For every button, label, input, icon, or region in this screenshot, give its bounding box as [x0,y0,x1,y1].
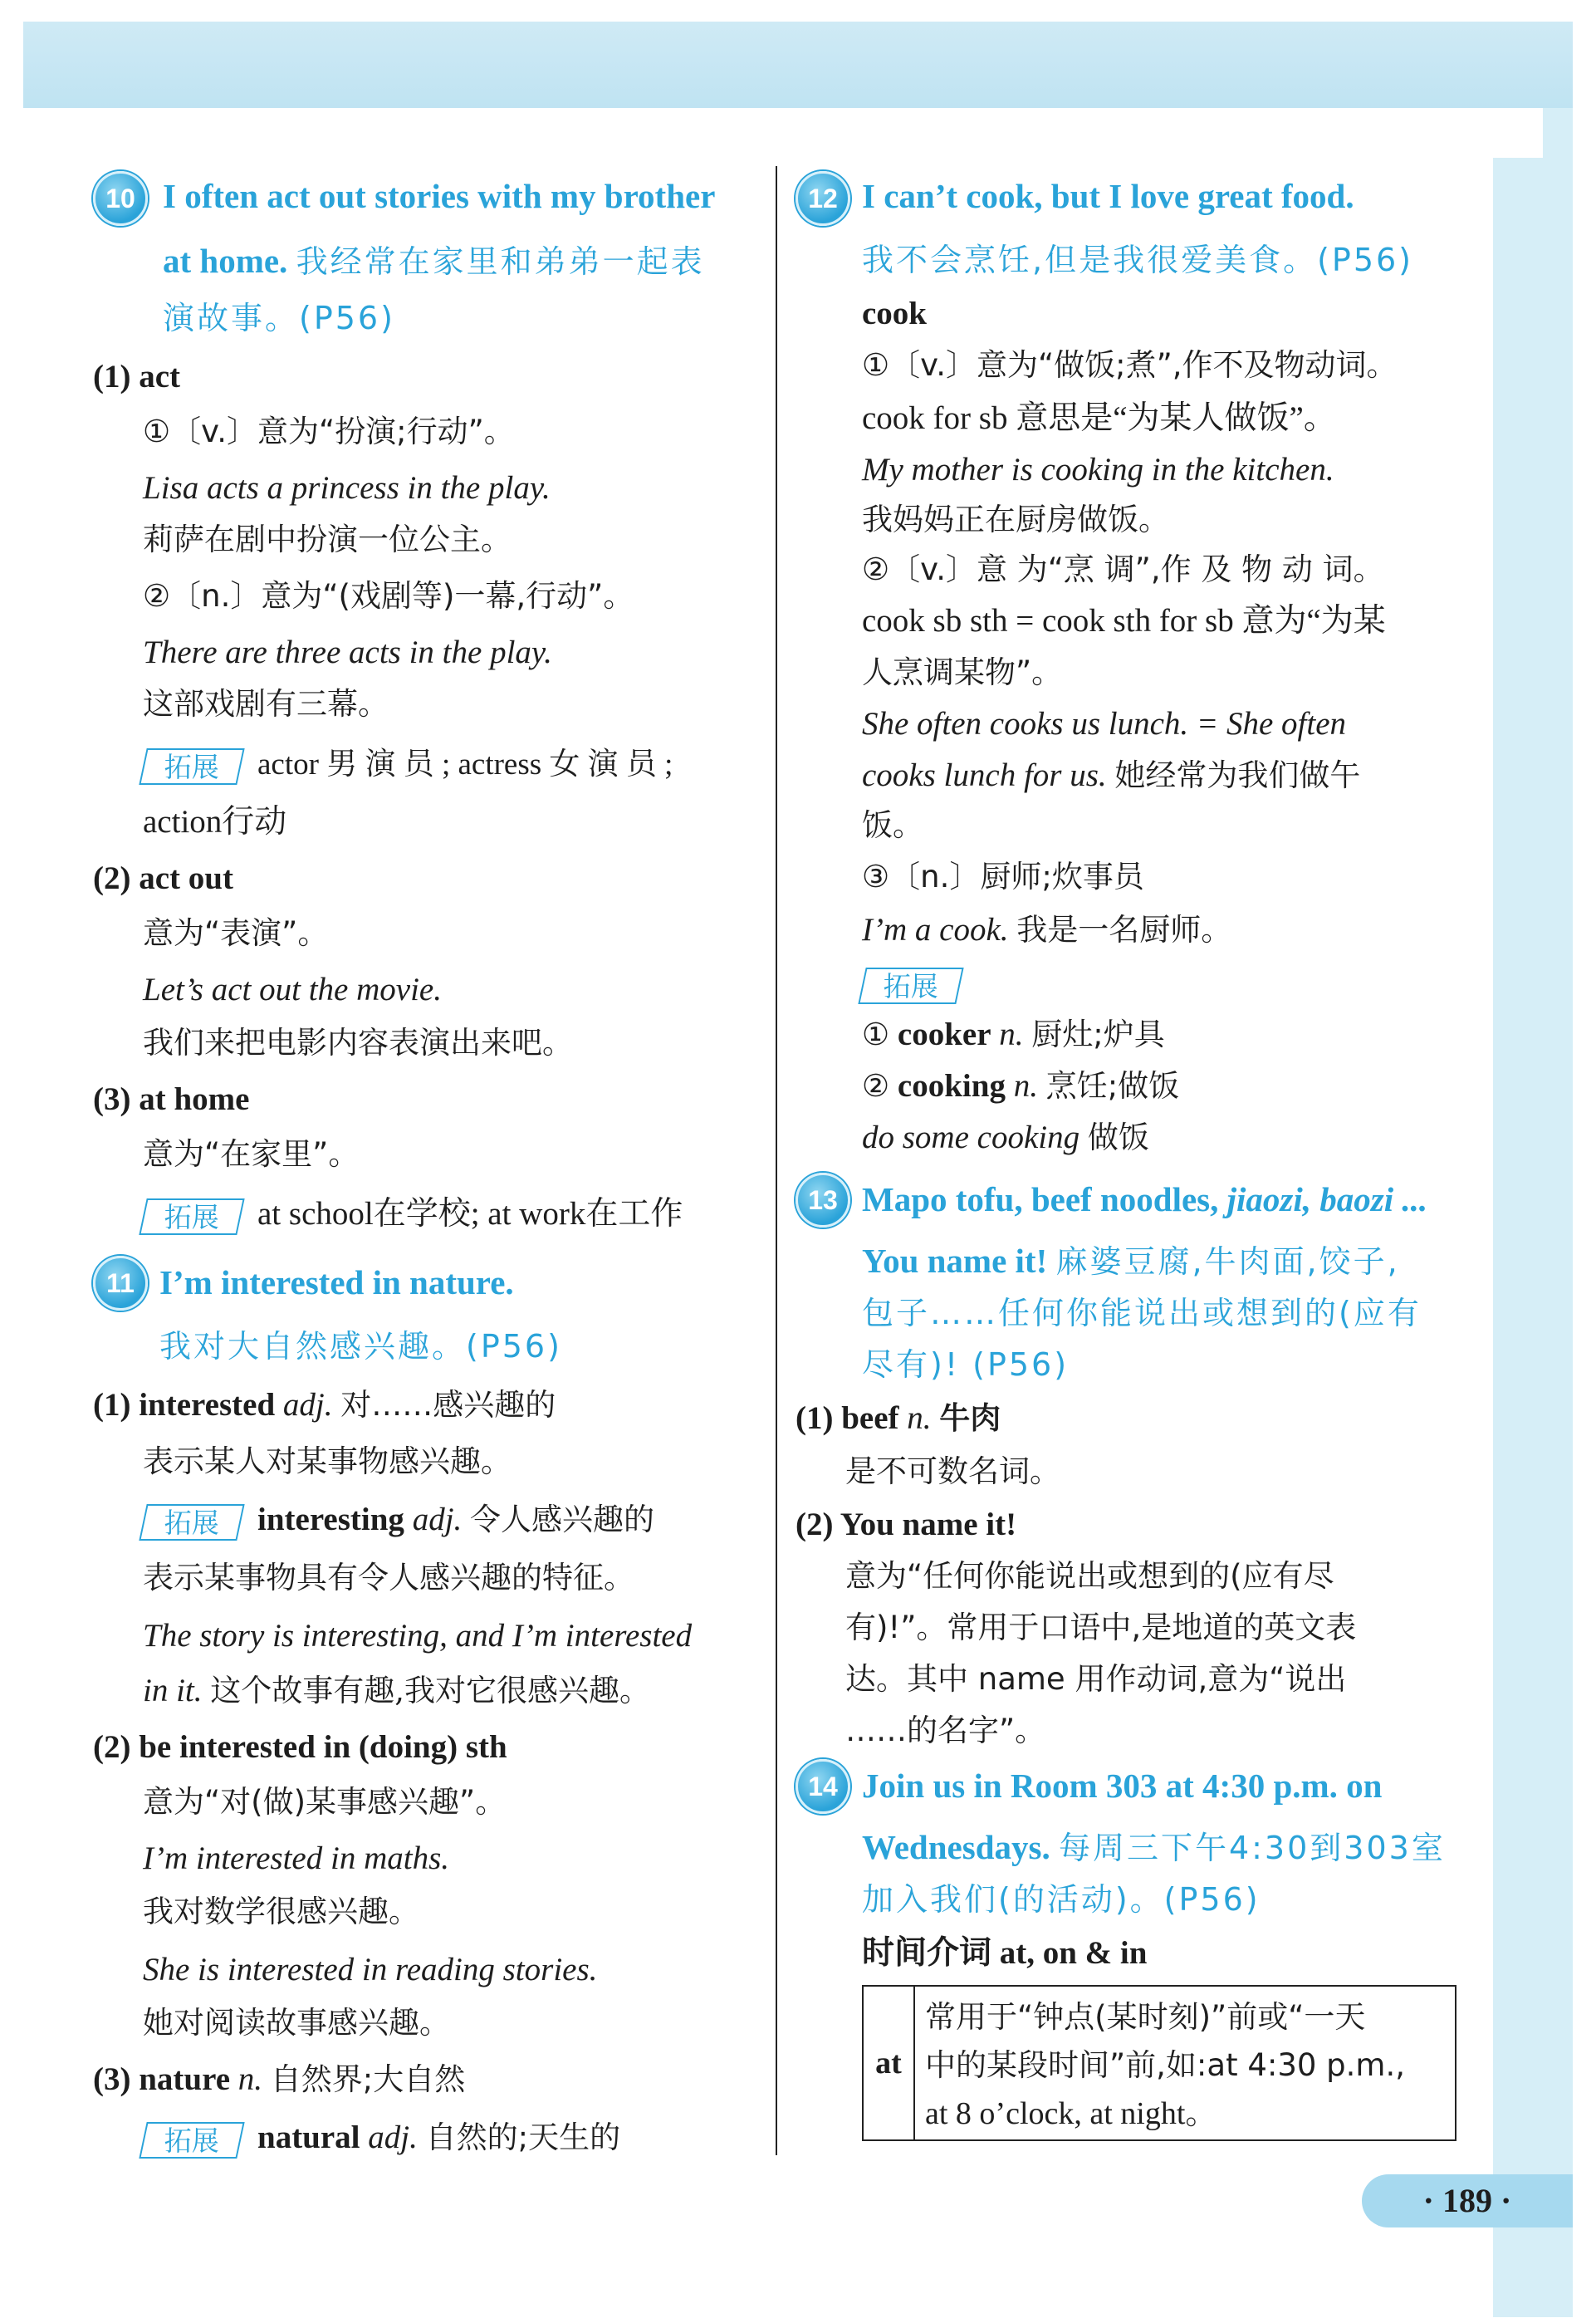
definition: ①〔v.〕意为“做饭;煮”,作不及物动词。 [862,347,1398,383]
example-english: She often cooks us lunch. = She often [862,706,1347,742]
example-english: Lisa acts a princess in the play. [143,470,551,506]
example-chinese: 我妈妈正在厨房做饭。 [862,502,1169,537]
extension-text: actor 男 演 员 ; actress 女 演 员 ; [257,747,673,782]
section-title: I often act out stories with my brother [163,177,716,215]
definition: 意为“任何你能说出或想到的(应有尽 [845,1558,1334,1594]
section-title-line2 [862,238,1413,282]
section-number-badge: 14 [796,1759,850,1814]
part-of-speech: adj. [368,2120,418,2155]
point-heading-line [93,1384,556,1427]
point-heading: (1) act [93,359,181,395]
example-chinese: 莉萨在剧中扮演一位公主。 [143,522,512,557]
definition: 表示某人对某事物感兴趣。 [143,1443,512,1479]
section-title-line4 [862,1342,1069,1386]
title-chinese: 我不会烹饪,但是我很爱美食。(P56) [862,242,1413,278]
title-chinese: 我经常在家里和弟弟一起表 [296,243,705,280]
example-english: do some cooking [862,1120,1080,1155]
extension-line [143,742,673,787]
extension-line [143,1498,654,1541]
example-line [862,754,1360,797]
section-title-line2 [862,1826,1446,1870]
example-line [862,1116,1149,1159]
title-chinese: 包子……任何你能说出或想到的(应有 [862,1295,1422,1331]
extension-tag: 拓展 [139,2122,244,2159]
item-number: ② [862,1068,890,1104]
extension-line [143,1193,683,1236]
definition: 有)!”。常用于口语中,是地道的英文表 [845,1610,1357,1645]
extension-tag: 拓展 [139,748,244,785]
part-of-speech: n. [1013,1068,1038,1104]
definition: ③〔n.〕厨师;炊事员 [862,859,1144,894]
preposition-table [862,1985,1456,2141]
section-title-line3 [862,1291,1422,1335]
example-chinese: 她经常为我们做午 [1114,757,1361,793]
meaning: 烹饪;做饭 [1045,1068,1180,1104]
definition: 意为“对(做)某事感兴趣”。 [143,1784,507,1820]
section-number-badge: 10 [93,171,148,226]
extension-line [143,2116,620,2159]
section-title-line2 [862,1239,1400,1283]
extension-tag: 拓展 [139,1198,244,1235]
title-english: You name it! [862,1242,1048,1280]
section-number-badge: 12 [796,171,850,226]
definition: 意为“在家里”。 [143,1136,360,1172]
example-chinese: 她对阅读故事感兴趣。 [143,2005,450,2041]
point-heading: (2) You name it! [796,1507,1017,1542]
section-title: I’m interested in nature. [159,1263,514,1301]
meaning: 令人感兴趣的 [470,1502,655,1537]
right-band [1493,108,1573,2317]
table-key-cell: at [864,1987,915,2139]
definition: 表示某事物具有令人感兴趣的特征。 [143,1560,634,1595]
section-number-badge: 11 [93,1256,148,1311]
title-chinese: 我对大自然感兴趣。(P56) [159,1328,562,1365]
example-chinese: 这个故事有趣,我对它很感兴趣。 [210,1673,651,1708]
meaning: 厨灶;炉具 [1031,1017,1165,1052]
definition: ②〔v.〕意 为“烹 调”,作 及 物 动 词。 [862,551,1384,587]
extension-tag: 拓展 [139,1504,244,1541]
title-chinese: 尽有)! (P56) [862,1346,1070,1383]
part-of-speech: n. [999,1017,1024,1052]
subheading: 时间介词 at, on & in [862,1935,1148,1971]
meaning: 牛肉 [939,1400,1001,1436]
part-of-speech: n. [907,1400,932,1436]
example-english: cooks lunch for us. [862,757,1107,793]
example-english: She is interested in reading stories. [143,1952,598,1987]
extension-word: cooker [897,1017,991,1052]
table-line: 常用于“钟点(某时刻)”前或“一天 [925,1999,1366,2035]
point-heading: (3) at home [93,1081,250,1117]
top-band [23,22,1573,108]
example-english: in it. [143,1673,203,1708]
extension-word: natural [257,2120,360,2155]
section-title-line3 [163,296,395,340]
point-heading: (2) be interested in (doing) sth [93,1729,507,1765]
part-of-speech: adj. [282,1387,333,1423]
section-title: Join us in Room 303 at 4:30 p.m. on [862,1767,1383,1805]
point-heading-line [93,2058,465,2101]
example-line [862,909,1231,952]
extension-tag: 拓展 [858,968,963,1004]
point-heading-line [796,1397,1001,1440]
title-chinese: 演故事。(P56) [163,300,395,336]
definition: ②〔n.〕意为“(戏剧等)一幕,行动”。 [143,578,634,614]
definition-note: cook for sb 意思是“为某人做饭”。 [862,400,1336,436]
part-of-speech: n. [237,2061,263,2097]
example-chinese: 这部戏剧有三幕。 [143,686,389,722]
column-divider [776,166,777,2155]
section-title-line2 [163,239,705,283]
extension-item [862,1065,1179,1108]
extension-item [862,1013,1165,1056]
definition: 达。其中 name 用作动词,意为“说出 [845,1661,1347,1697]
example-line [143,1669,650,1713]
title-chinese: 麻婆豆腐,牛肉面,饺子, [1055,1243,1400,1280]
title-english-italic: jiaozi, baozi ... [1226,1180,1428,1218]
item-number: ① [862,1017,890,1052]
title-chinese: 加入我们(的活动)。(P56) [862,1881,1261,1918]
example-english: My mother is cooking in the kitchen. [862,452,1334,488]
extension-word: interesting [257,1502,404,1537]
meaning: 对……感兴趣的 [340,1387,556,1423]
example-chinese: 做饭 [1087,1120,1149,1155]
example-chinese: 我是一名厨师。 [1016,912,1232,948]
title-english: Wednesdays. [862,1828,1050,1866]
example-english: I’m interested in maths. [143,1840,449,1876]
example-english: The story is interesting, and I’m interested [143,1618,693,1654]
meaning: 自然界;大自然 [270,2061,466,2097]
definition: 是不可数名词。 [845,1453,1060,1489]
example-english: I’m a cook. [862,912,1009,948]
point-heading: (3) nature [93,2061,231,2097]
section-number-badge: 13 [796,1173,850,1228]
extension-line [862,962,977,1005]
title-english: at home. [163,242,288,280]
extension-text: action行动 [143,804,287,840]
example-chinese: 我对数学很感兴趣。 [143,1894,419,1929]
example-english: There are three acts in the play. [143,635,552,670]
example-chinese: 我们来把电影内容表演出来吧。 [143,1025,573,1061]
meaning: 自然的;天生的 [425,2120,621,2155]
definition-note: 人烹调某物”。 [862,654,1063,690]
extension-text: at school在学校; at work在工作 [257,1196,683,1232]
definition: ①〔v.〕意为“扮演;行动”。 [143,414,515,449]
title-english: Mapo tofu, beef noodles, [862,1180,1219,1218]
headword: cook [862,296,927,331]
point-heading: (1) interested [93,1387,276,1423]
point-heading: (2) act out [93,860,233,896]
point-heading: (1) beef [796,1400,899,1436]
definition: 意为“表演”。 [143,915,329,951]
page-number: · 189 · [1362,2174,1573,2227]
example-chinese: 饭。 [862,807,923,843]
table-value-cell [925,1993,1448,2138]
part-of-speech: adj. [412,1502,463,1537]
example-english: Let’s act out the movie. [143,972,442,1007]
table-line: at 8 o’clock, at night。 [925,2096,1217,2131]
section-title: I can’t cook, but I love great food. [862,177,1354,215]
table-line: 中的某段时间”前,如:at 4:30 p.m., [925,2047,1405,2083]
section-title-line3 [862,1877,1261,1921]
definition-note: cook sb sth = cook sth for sb 意为“为某 [862,603,1386,639]
definition: ……的名字”。 [845,1713,1046,1748]
extension-word: cooking [897,1068,1006,1104]
title-chinese: 每周三下午4:30到303室 [1058,1830,1446,1866]
section-title [862,1178,1427,1221]
section-title-line2 [159,1324,562,1368]
